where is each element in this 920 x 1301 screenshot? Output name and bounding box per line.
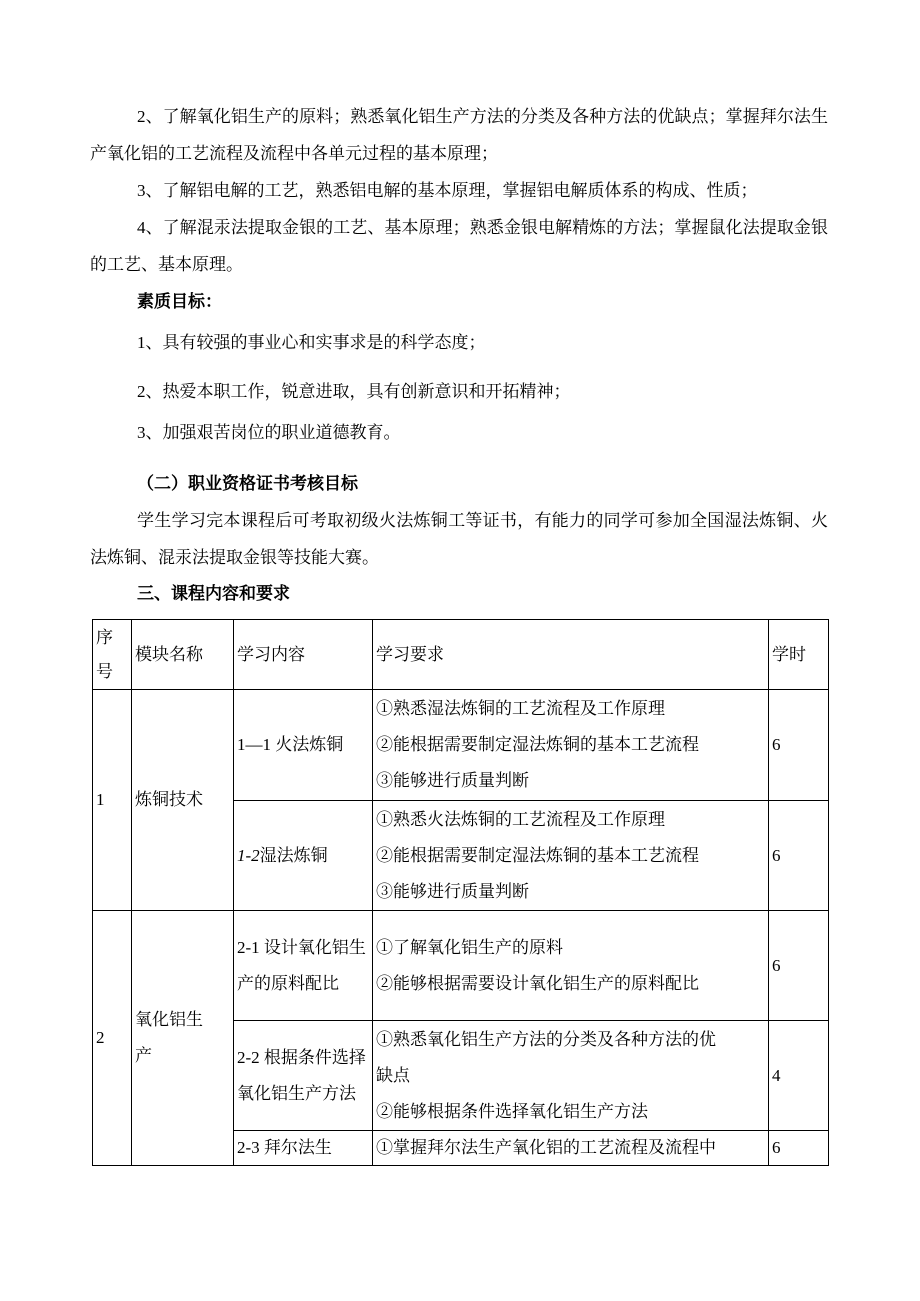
header-module: 模块名称 bbox=[135, 644, 203, 664]
requirement-item: ③能够进行质量判断 bbox=[376, 881, 529, 901]
lesson-hours-cell bbox=[769, 911, 829, 1021]
header-no: 序号 bbox=[96, 627, 113, 681]
table-row bbox=[93, 911, 829, 1021]
module-number-cell bbox=[93, 911, 132, 1166]
lesson-requirements-cell bbox=[373, 911, 769, 1021]
lesson-title-cell bbox=[234, 690, 373, 801]
header-module-cell bbox=[132, 620, 234, 690]
certificate-text: 学生学习完本课程后可考取初级火法炼铜工等证书，有能力的同学可参加全国湿法炼铜、火法炼铜、混汞法提取金银等技能大赛。 bbox=[90, 511, 828, 567]
lesson-title-cell bbox=[234, 911, 373, 1021]
course-content-table bbox=[92, 619, 829, 1166]
lesson-title-cell bbox=[234, 801, 373, 911]
module-number-cell bbox=[93, 690, 132, 911]
module-name-cell bbox=[132, 690, 234, 911]
lesson-requirements-cell bbox=[373, 1131, 769, 1166]
lesson-hours: 6 bbox=[772, 955, 781, 975]
requirement-item: ②能根据需要制定湿法炼铜的基本工艺流程 bbox=[376, 735, 699, 754]
requirement-item: ①熟悉火法炼铜的工艺流程及工作原理 bbox=[376, 809, 665, 829]
requirements-list bbox=[376, 1132, 721, 1164]
knowledge-goal-2: 2、了解氧化铝生产的原料；熟悉氧化铝生产方法的分类及各种方法的优缺点；掌握拜尔法生产氧化铝的工艺流程及流程中各单元过程的基本原理； bbox=[90, 107, 828, 163]
requirement-item: ②能够根据需要设计氧化铝生产的原料配比 bbox=[376, 973, 699, 993]
requirement-item: ①熟悉湿法炼铜的工艺流程及工作原理 bbox=[376, 699, 665, 718]
quality-goal-1: 1、具有较强的事业心和实事求是的科学态度； bbox=[137, 333, 486, 352]
lesson-title: 2-2 根据条件选择氧化铝生产方法 bbox=[237, 1047, 366, 1103]
lesson-requirements-cell bbox=[373, 801, 769, 911]
requirements-list bbox=[376, 1022, 721, 1130]
quality-goal-3: 3、加强艰苦岗位的职业道德教育。 bbox=[137, 423, 401, 442]
module-number: 1 bbox=[96, 790, 105, 809]
header-content: 学习内容 bbox=[237, 644, 305, 664]
lesson-hours: 6 bbox=[772, 735, 781, 754]
requirement-item: ①了解氧化铝生产的原料 bbox=[376, 937, 563, 957]
lesson-title-cell bbox=[234, 1131, 373, 1166]
requirements-list bbox=[376, 691, 721, 799]
lesson-requirements-cell bbox=[373, 1021, 769, 1131]
certificate-heading: （二）职业资格证书考核目标 bbox=[137, 474, 358, 493]
header-no-cell bbox=[93, 620, 132, 690]
lesson-hours: 4 bbox=[772, 1065, 781, 1085]
requirement-item: ②能根据需要制定湿法炼铜的基本工艺流程 bbox=[376, 845, 699, 865]
knowledge-goal-4: 4、了解混汞法提取金银的工艺、基本原理；熟悉金银电解精炼的方法；掌握鼠化法提取金银的工艺、基本原理。 bbox=[90, 218, 828, 274]
header-requirements-cell bbox=[373, 620, 769, 690]
lesson-requirements-cell bbox=[373, 690, 769, 801]
lesson-hours: 6 bbox=[772, 1138, 781, 1157]
lesson-code: 1-2 bbox=[237, 845, 260, 865]
requirement-item: ②能够根据条件选择氧化铝生产方法 bbox=[376, 1101, 648, 1121]
lesson-title: 湿法炼铜 bbox=[259, 845, 328, 865]
lesson-hours-cell bbox=[769, 690, 829, 801]
lesson-title-cell bbox=[234, 1021, 373, 1131]
quality-goals-heading: 素质目标： bbox=[137, 292, 222, 311]
knowledge-goal-3: 3、了解铝电解的工艺，熟悉铝电解的基本原理，掌握铝电解质体系的构成、性质； bbox=[137, 181, 758, 200]
lesson-hours-cell bbox=[769, 1021, 829, 1131]
lesson-hours: 6 bbox=[772, 845, 781, 865]
header-requirements: 学习要求 bbox=[376, 644, 444, 664]
lesson-title: 1—1 火法炼铜 bbox=[237, 735, 344, 754]
module-name: 氧化铝生产 bbox=[135, 1010, 203, 1065]
requirement-item: ①掌握拜尔法生产氧化铝的工艺流程及流程中 bbox=[376, 1138, 716, 1157]
header-hours-cell bbox=[769, 620, 829, 690]
module-name-cell bbox=[132, 911, 234, 1166]
module-number: 2 bbox=[96, 1028, 105, 1047]
requirement-item: ③能够进行质量判断 bbox=[376, 771, 529, 790]
header-content-cell bbox=[234, 620, 373, 690]
requirement-item: ①熟悉氧化铝生产方法的分类及各种方法的优缺点 bbox=[376, 1029, 716, 1085]
header-hours: 学时 bbox=[772, 644, 806, 664]
requirements-list bbox=[376, 930, 721, 1002]
module-name: 炼铜技术 bbox=[135, 790, 203, 809]
section3-heading: 三、课程内容和要求 bbox=[137, 584, 290, 603]
lesson-title: 2-3 拜尔法生 bbox=[237, 1138, 332, 1157]
lesson-title: 2-1 设计氧化铝生产的原料配比 bbox=[237, 937, 366, 993]
table-header-row bbox=[93, 620, 829, 690]
lesson-hours-cell bbox=[769, 801, 829, 911]
table-row bbox=[93, 690, 829, 801]
lesson-hours-cell bbox=[769, 1131, 829, 1166]
quality-goal-2: 2、热爱本职工作，锐意进取，具有创新意识和开拓精神； bbox=[137, 382, 571, 401]
requirements-list bbox=[376, 802, 721, 910]
